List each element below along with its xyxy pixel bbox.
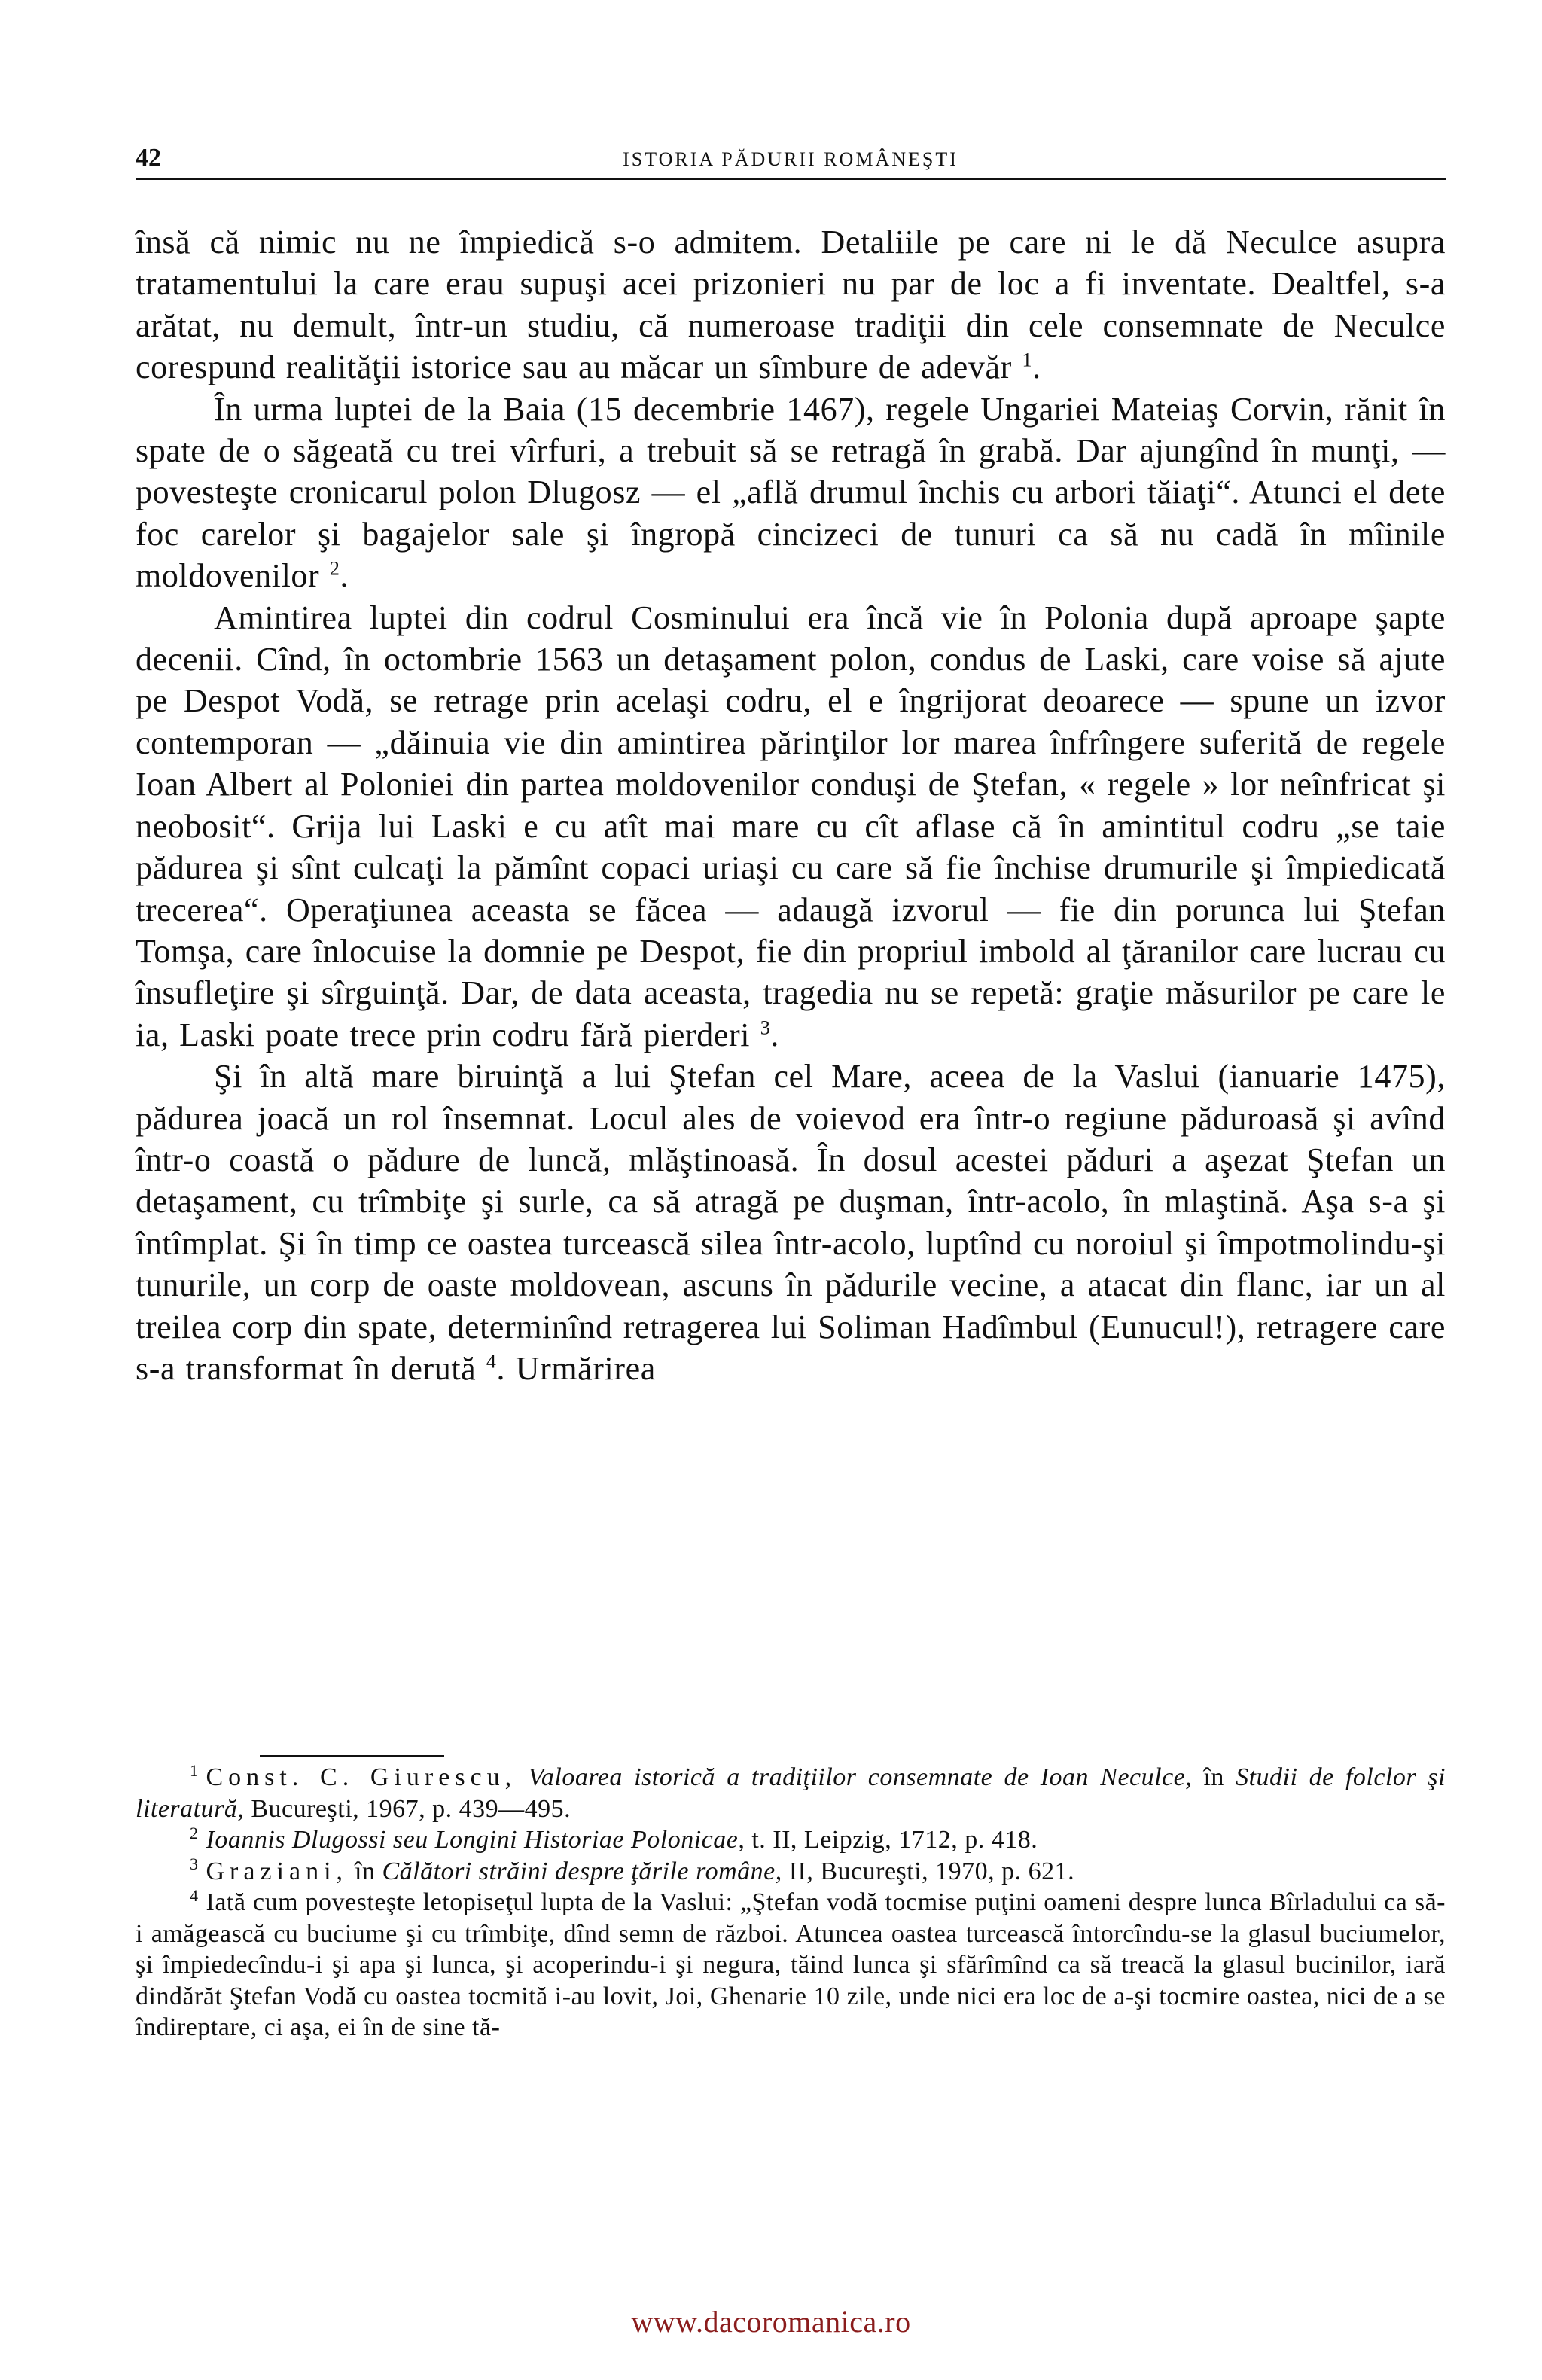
paragraph-text: Amintirea luptei din codrul Cosminului era încă vie în Polonia după aproape şapte decenii. Cînd, în octombrie 1563 un detaşament polon, condus de Laski, care voise să ajute pe Despot Vodă, se retrage prin acelaşi codru, el e îngrijorat deoarece — spune un izvor contemporan — „dăinuia vie din amintirea părinţilor lor marea înfrîngere suferită de regele Ioan Albert al Poloniei din partea moldovenilor conduşi de Ştefan, « regele » lor neînfricat şi neobosit“. Grija lui Laski e cu atît mai mare cu cît aflase că în amintitul codru „se taie pădurea şi sînt culcaţi la pămînt copaci uriaşi cu care să fie închise drumurile şi împiedicată trecerea“. Operaţiunea aceasta se făcea — adaugă izvorul — fie din porunca lui Ştefan Tomşa, care înlocuise la domnie pe Despot, fie din propriul imbold al ţăranilor care lucrau cu însufleţire şi sîrguinţă. Dar, de data aceasta, tragedia nu se repetă: graţie măsurilor pe care le ia, Laski poate trece prin codru fără pierderi bbox=[136, 599, 1446, 1053]
footnote-text: Iată cum povesteşte letopiseţul lupta de la Vaslui: „Ştefan vodă tocmise puţini oameni despre lunca Bîrladului ca să-i amăgească cu buciume şi cu trîmbiţe, dînd semn de război. Atuncea oastea turcească întorcîndu-se la glasul buciumelor, şi împiedecîndu-i şi apa şi lunca, şi acoperindu-i şi negura, tăind lunca şi sfărîmînd ca să treacă la glasul bucinilor, iară dindărăt Ştefan Vodă cu oastea tocmită i-au lovit, Joi, Ghenarie 10 zile, unde nici era loc de a-şi tocmire oastea, nici de a se îndireptare, ci aşa, ei în de sine tă- bbox=[136, 1888, 1446, 2041]
paragraph-text: însă că nimic nu ne împiedică s-o admitem. Detaliile pe care ni le dă Neculce asupra tratamentului la care erau supuşi acei prizonieri nu par de loc a fi inventate. Dealtfel, s-a arătat, nu demult, într-un studiu, că numeroase tradiţii din cele consemnate de Neculce corespund realităţii istorice sau au măcar un sîmbure de adevăr bbox=[136, 224, 1446, 386]
footnote-marker: 4 bbox=[190, 1885, 199, 1905]
paragraph bbox=[136, 221, 1446, 389]
paragraph-end: . bbox=[770, 1016, 779, 1053]
footnote bbox=[136, 1824, 1446, 1856]
paragraph-end: . bbox=[1032, 349, 1041, 386]
footnote bbox=[136, 1856, 1446, 1888]
footnote bbox=[136, 1887, 1446, 2043]
footnote-reference: 2 bbox=[329, 557, 340, 580]
footnote-title: Ioannis Dlugossi seu Longini Historiae Polonicae, bbox=[206, 1826, 745, 1854]
footnote-text: II, Bucureşti, 1970, p. 621. bbox=[788, 1857, 1075, 1885]
paragraph-end: . bbox=[340, 557, 349, 595]
footnote-source: Studii de folclor şi literatură, bbox=[136, 1763, 1446, 1823]
footnote-author: Graziani, bbox=[206, 1857, 349, 1885]
footnote-reference: 1 bbox=[1022, 349, 1033, 371]
footnote-marker: 3 bbox=[190, 1854, 199, 1874]
footnote bbox=[136, 1762, 1446, 1824]
footnote-reference: 4 bbox=[486, 1350, 497, 1373]
footnote-reference: 3 bbox=[760, 1016, 771, 1039]
footnote-text: Bucureşti, 1967, p. 439—495. bbox=[251, 1794, 571, 1823]
paragraph bbox=[136, 1056, 1446, 1389]
footnote-text: în bbox=[355, 1857, 376, 1885]
footnote-text: în bbox=[1203, 1763, 1224, 1791]
paragraph-end: . Urmărirea bbox=[496, 1349, 656, 1387]
header-rule bbox=[136, 178, 1446, 180]
footnote-rule bbox=[260, 1755, 444, 1757]
footnote-title: Valoarea istorică a tradiţiilor consemnate de Ioan Neculce, bbox=[528, 1763, 1193, 1791]
footnote-title: Călători străini despre ţările române, bbox=[382, 1857, 782, 1885]
paragraph-text: Şi în altă mare biruinţă a lui Ştefan cel Mare, aceea de la Vaslui (ianuarie 1475), pădurea joacă un rol însemnat. Locul ales de voievod era într-o regiune păduroasă şi avînd într-o coastă o pădure de luncă, mlăştinoasă. În dosul acestei păduri a aşezat Ştefan un detaşament, cu trîmbiţe şi surle, ca să atragă pe duşman, într-acolo, în mlaştină. Aşa s-a şi întîmplat. Şi în timp ce oastea turcească silea într-acolo, luptînd cu noroiul şi împotmolindu-şi tunurile, un corp de oaste moldovean, ascuns în pădurile vecine, a atacat din flanc, iar un al treilea corp din spate, determinînd retragerea lui Soliman Hadîmbul (Eunucul!), retragere care s-a transformat în derută bbox=[136, 1058, 1446, 1387]
page-header bbox=[136, 142, 1446, 175]
body-text bbox=[136, 221, 1446, 1389]
footnote-marker: 2 bbox=[190, 1823, 199, 1842]
footnote-marker: 1 bbox=[190, 1760, 199, 1780]
footnotes bbox=[136, 1762, 1446, 2043]
footnote-text: t. II, Leipzig, 1712, p. 418. bbox=[751, 1826, 1038, 1854]
footnote-author: Const. C. Giurescu, bbox=[206, 1763, 517, 1791]
paragraph-text: În urma luptei de la Baia (15 decembrie 1467), regele Ungariei Mateiaş Corvin, rănit în spate de o săgeată cu trei vîrfuri, a trebuit să se retragă în grabă. Dar ajungînd în munţi, — povesteşte cronicarul polon Dlugosz — el „află drumul închis cu arbori tăiaţi“. Atunci el dete foc carelor şi bagajelor sale şi îngropă cincizeci de tunuri ca să nu cadă în mîinile moldovenilor bbox=[136, 390, 1446, 595]
footer-url: www.dacoromanica.ro bbox=[631, 2305, 911, 2339]
running-title: ISTORIA PĂDURII ROMÂNEŞTI bbox=[623, 148, 958, 170]
paragraph bbox=[136, 389, 1446, 597]
page-number: 42 bbox=[136, 144, 161, 172]
paragraph bbox=[136, 597, 1446, 1056]
